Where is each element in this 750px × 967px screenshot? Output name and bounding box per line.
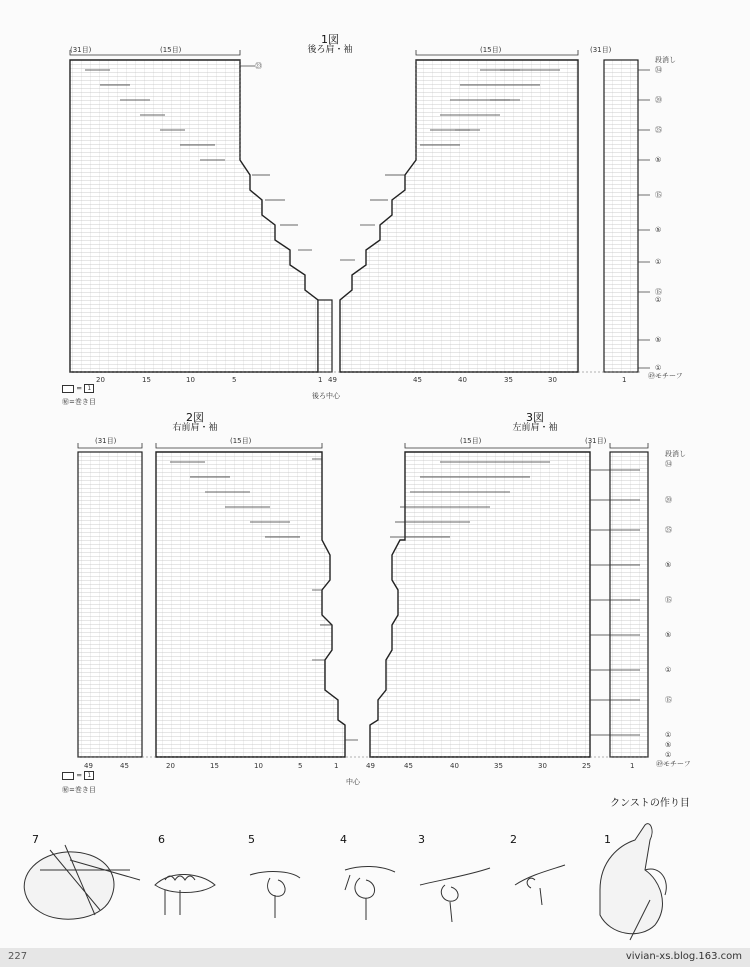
tick-label: 49 bbox=[366, 762, 375, 770]
chart1-row-label: ⑤ bbox=[655, 226, 662, 234]
chart1-back-center: 後ろ中心 bbox=[312, 392, 340, 400]
legend-val: 1 bbox=[84, 384, 94, 393]
legend2-wrap: ㊙=巻き目 bbox=[62, 786, 96, 794]
tick-label: 40 bbox=[450, 762, 459, 770]
chart3-row-label: ㉞ bbox=[665, 460, 672, 468]
chart3-title bbox=[500, 412, 570, 434]
chart2-stitch-15: (15目) bbox=[230, 437, 252, 445]
tick-label: 1 bbox=[630, 762, 635, 770]
tick-label: 30 bbox=[548, 376, 557, 384]
chart2-stitch-31: (31目) bbox=[95, 437, 117, 445]
tick-label: 35 bbox=[494, 762, 503, 770]
chart2-title-number: 2図 bbox=[186, 411, 204, 424]
legend-eq: = bbox=[76, 384, 85, 393]
page-footer bbox=[0, 948, 750, 967]
tick-label: 45 bbox=[413, 376, 422, 384]
chart3-subtitle: 左前肩・袖 bbox=[512, 423, 558, 433]
chart1-stitch-15-right: (15目) bbox=[480, 46, 502, 54]
kunst-step: 7 bbox=[32, 833, 39, 846]
chart2-staircase-grid bbox=[156, 452, 345, 757]
legend-box-icon bbox=[62, 385, 74, 393]
tick-label: 5 bbox=[298, 762, 303, 770]
tick-label: 20 bbox=[166, 762, 175, 770]
chart3-row-label: ⑳ bbox=[665, 496, 672, 504]
chart1-far-grid bbox=[604, 60, 638, 372]
tick-label: 10 bbox=[254, 762, 263, 770]
chart1-row-label: ① bbox=[655, 258, 662, 266]
tick-label: 20 bbox=[96, 376, 105, 384]
chart1-stitch-31: (31目) bbox=[70, 46, 92, 54]
chart3-stitch-31: (31目) bbox=[585, 437, 607, 445]
center-label: 中心 bbox=[346, 778, 360, 786]
tick-label: 5 bbox=[232, 376, 237, 384]
chart3-row-label: ⑤ bbox=[665, 741, 672, 749]
chart1-row-label: ⑤ bbox=[655, 336, 662, 344]
chart3-row-label: ⑤ bbox=[665, 631, 672, 639]
chart1-left-grid bbox=[70, 60, 318, 372]
tick-label: 15 bbox=[142, 376, 151, 384]
chart3-motif: ㊾モチーフ bbox=[656, 760, 691, 768]
chart1-title-number: 1図 bbox=[321, 33, 339, 46]
legend-box-icon bbox=[62, 772, 74, 780]
kunst-step: 3 bbox=[418, 833, 425, 846]
chart3-row-label: ⑮ bbox=[665, 596, 672, 604]
chart3-row-label: ① bbox=[665, 731, 672, 739]
legend2-box-eq bbox=[62, 771, 94, 781]
chart1-stitch-31-right: (31目) bbox=[590, 46, 612, 54]
chart2-subtitle: 右前肩・袖 bbox=[172, 423, 218, 433]
chart3-row-label: 段消し bbox=[665, 450, 686, 458]
chart3-row-label: ㉕ bbox=[665, 526, 672, 534]
chart3-row-label: ⑮ bbox=[665, 696, 672, 704]
kunst-step: 1 bbox=[604, 833, 611, 846]
chart1-title bbox=[300, 34, 360, 56]
legend-val: 1 bbox=[84, 771, 94, 780]
tick-label: 35 bbox=[504, 376, 513, 384]
kunst-step: 6 bbox=[158, 833, 165, 846]
chart1-row-label: ① bbox=[655, 364, 662, 372]
chart1-row-label: ㉞ bbox=[655, 66, 662, 74]
kunst-title: クンストの作り目 bbox=[610, 798, 690, 809]
chart3-row-label: ① bbox=[665, 666, 672, 674]
tick-label: 25 bbox=[582, 762, 591, 770]
chart3-stitch-15: (15目) bbox=[460, 437, 482, 445]
chart1-row-label: ⑳ bbox=[655, 96, 662, 104]
chart2-left-grid bbox=[78, 452, 142, 757]
chart1-stitch-15-left: (15目) bbox=[160, 46, 182, 54]
chart3-row-label: ① bbox=[665, 751, 672, 759]
chart1-center-grid bbox=[318, 300, 332, 372]
legend-box-eq bbox=[62, 384, 94, 394]
kunst-step: 2 bbox=[510, 833, 517, 846]
tick-label: 1 bbox=[334, 762, 339, 770]
chart3-right-grid bbox=[610, 452, 648, 757]
chart1-row-label: ㉕ bbox=[655, 126, 662, 134]
tick-label: 15 bbox=[210, 762, 219, 770]
tick-label: 49 bbox=[328, 376, 337, 384]
chart1-right-grid bbox=[340, 60, 578, 372]
chart2-title bbox=[160, 412, 230, 434]
chart3-staircase-grid bbox=[370, 452, 590, 757]
chart3-row-label: ⑤ bbox=[665, 561, 672, 569]
chart1-motif: ㊾モチーフ bbox=[648, 372, 683, 380]
chart1-subtitle: 後ろ肩・袖 bbox=[307, 45, 353, 55]
chart1-row-label: 段消し bbox=[655, 56, 676, 64]
tick-label: 10 bbox=[186, 376, 195, 384]
kunst-step: 5 bbox=[248, 833, 255, 846]
tick-label: 45 bbox=[404, 762, 413, 770]
site-watermark: vivian-xs.blog.163.com bbox=[625, 951, 742, 962]
chart1-row-label: ⑮ bbox=[655, 288, 662, 296]
tick-label: 45 bbox=[120, 762, 129, 770]
tick-label: 30 bbox=[538, 762, 547, 770]
chart1-row-label: ① bbox=[655, 296, 662, 304]
kunst-step: 4 bbox=[340, 833, 347, 846]
tick-label: 40 bbox=[458, 376, 467, 384]
chart1-row-label: ⑮ bbox=[655, 191, 662, 199]
tick-label: 1 bbox=[318, 376, 323, 384]
chart1-row-label: ⑤ bbox=[655, 156, 662, 164]
page-number: 227 bbox=[8, 951, 28, 962]
legend-wrap: ㊙=巻き目 bbox=[62, 398, 96, 406]
chart1-row-label: ㉓ bbox=[255, 62, 262, 70]
legend-eq: = bbox=[76, 771, 85, 780]
tick-label: 1 bbox=[622, 376, 627, 384]
chart3-title-number: 3図 bbox=[526, 411, 544, 424]
tick-label: 49 bbox=[84, 762, 93, 770]
